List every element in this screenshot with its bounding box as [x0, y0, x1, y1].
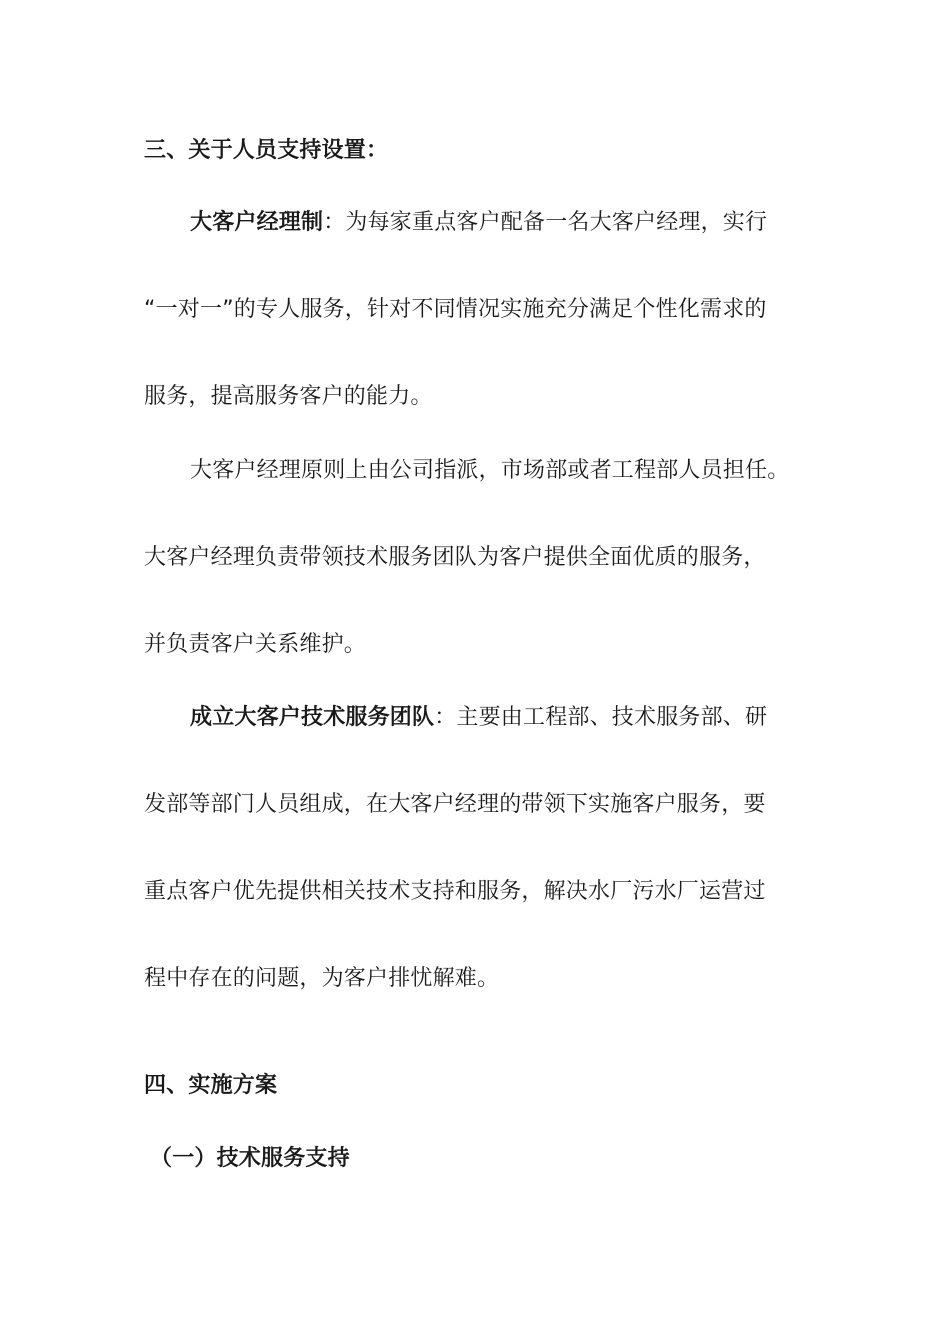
paragraph-3-lead: 成立大客户技术服务团队: [190, 705, 435, 730]
paragraph-1-line-2: “一对一”的专人服务，针对不同情况实施充分满足个性化需求的: [144, 297, 767, 322]
paragraph-1-line-1: [190, 208, 767, 238]
section-4-subheading: （一）技术服务支持: [150, 1146, 350, 1171]
paragraph-2-line-2: 大客户经理负责带领技术服务团队为客户提供全面优质的服务，: [144, 545, 766, 570]
paragraph-2-line-3: 并负责客户关系维护。: [144, 632, 367, 657]
paragraph-3-line-3: 重点客户优先提供相关技术支持和服务，解决水厂污水厂运营过: [144, 879, 766, 904]
paragraph-2-line-1: 大客户经理原则上由公司指派，市场部或者工程部人员担任。: [190, 458, 790, 483]
section-3-heading: 三、关于人员支持设置：: [144, 138, 389, 163]
paragraph-3-line-2: 发部等部门人员组成，在大客户经理的带领下实施客户服务，要: [144, 792, 766, 817]
paragraph-3-line-4: 程中存在的问题，为客户排忧解难。: [144, 966, 500, 991]
paragraph-1-line-1-text: ：为每家重点客户配备一名大客户经理，实行: [323, 210, 768, 235]
paragraph-1-lead: 大客户经理制: [190, 210, 324, 235]
paragraph-1-line-3: 服务，提高服务客户的能力。: [144, 384, 433, 409]
paragraph-3-line-1: [190, 703, 767, 733]
section-4-heading: 四、实施方案: [144, 1073, 278, 1098]
paragraph-3-line-1-text: ：主要由工程部、技术服务部、研: [434, 705, 768, 730]
